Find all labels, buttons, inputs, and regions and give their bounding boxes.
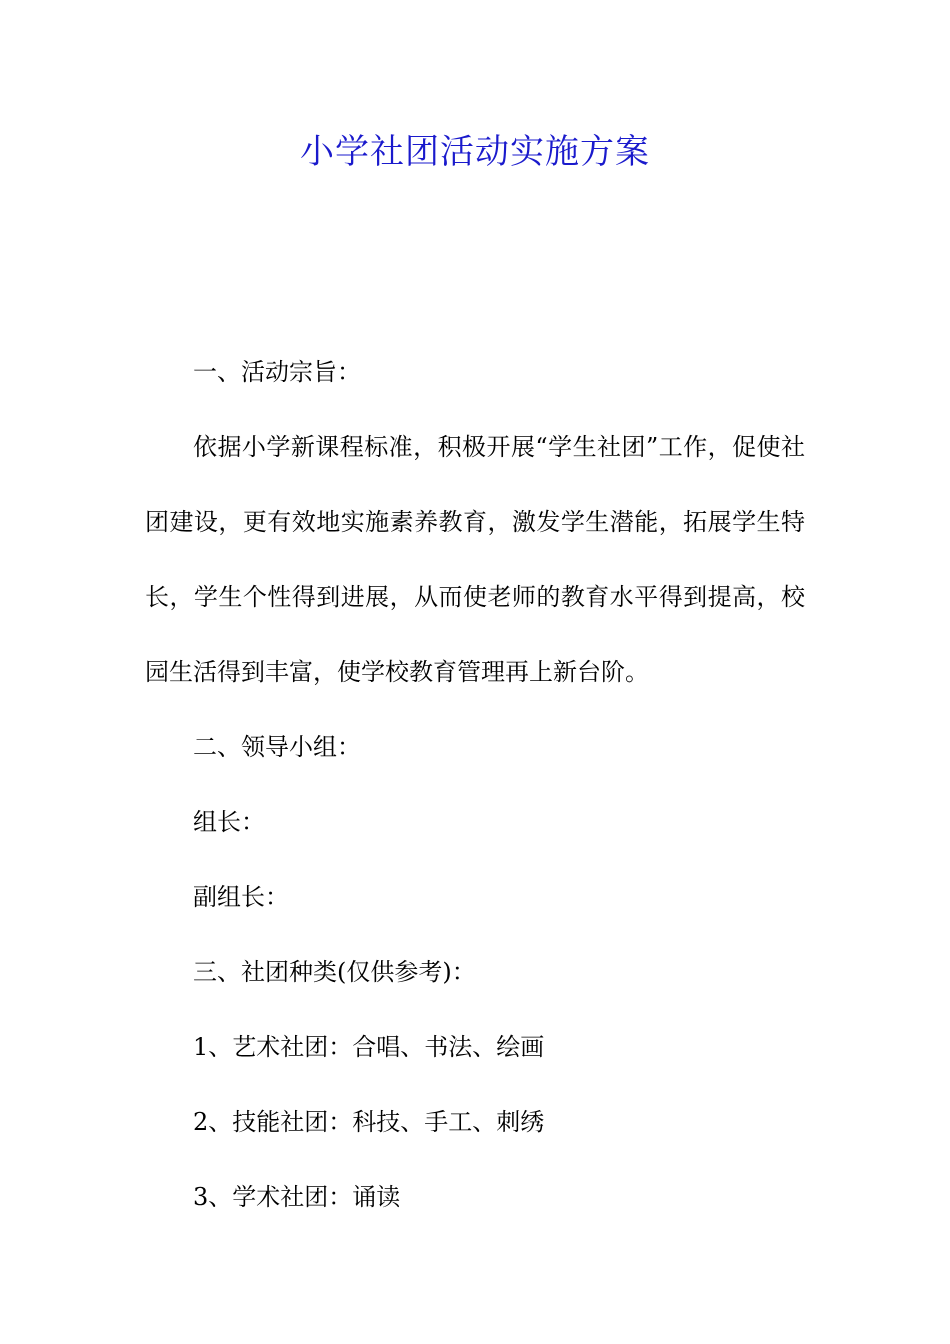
section-heading-club-types: 三、社团种类(仅供参考)：: [193, 958, 476, 986]
section-heading-purpose: 一、活动宗旨：: [193, 358, 361, 386]
club-type-item: 2、技能社团：科技、手工、刺绣: [193, 1108, 545, 1136]
club-type-item: 1、艺术社团：合唱、书法、绘画: [193, 1033, 545, 1061]
section-heading-leadership: 二、领导小组：: [193, 733, 361, 761]
document-body: [145, 335, 805, 1235]
purpose-paragraph: 依据小学新课程标准，积极开展“学生社团”工作，促使社团建设，更有效地实施素养教育，激发学生潜能，拓展学生特长，学生个性得到进展，从而使老师的教育水平得到提高，校园生活得到丰富，使学校教育管理再上新台阶。: [145, 433, 805, 686]
club-type-item: 3、学术社团：诵读: [193, 1183, 401, 1211]
document-title: 小学社团活动实施方案: [300, 132, 650, 172]
deputy-leader-line: 副组长：: [193, 883, 289, 911]
leader-line: 组长：: [193, 808, 265, 836]
